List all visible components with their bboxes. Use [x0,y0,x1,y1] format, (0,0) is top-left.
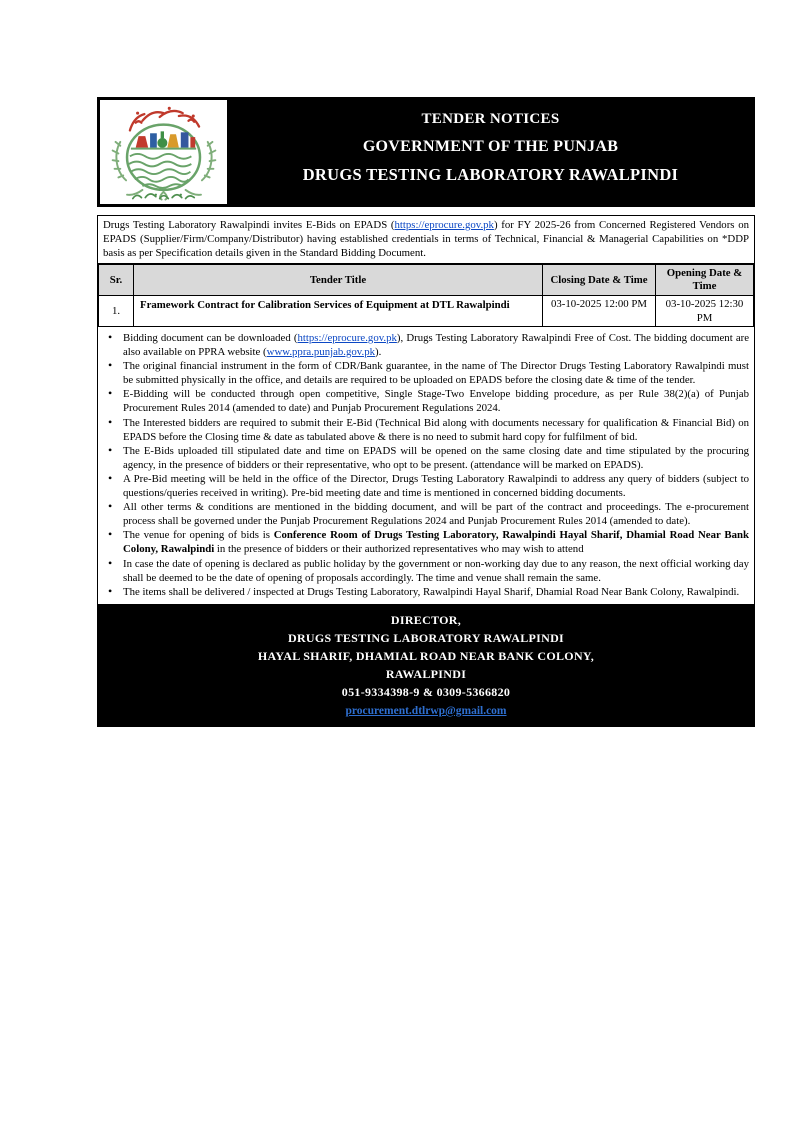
footer-address-line-2: RAWALPINDI [385,666,467,681]
header-title-laboratory: DRUGS TESTING LABORATORY RAWALPINDI [302,165,679,184]
text-run: ) for FY 2025-26 from Concerned Registered Vendors on EPADS (Supplier/Firm/Company/Distributor) having established credentials in terms of Technical, Financial & Managerial Capabilities on *DDP basis as per Specification details given in the Standard Bidding Document. [103,219,749,259]
punjab-dtl-logo [100,100,227,204]
bold-text: Conference Room of Drugs Testing Laboratory, Rawalpindi Hayal Sharif, Dhamial Road Near Bank Colony, Rawalpindi [123,529,749,556]
terms-bullet-item [100,500,751,528]
eprocure-link[interactable]: https://eprocure.gov.pk [394,219,494,231]
eprocure-link[interactable]: https://eprocure.gov.pk [297,332,397,344]
text-run: ), Drugs Testing Laboratory Rawalpindi Free of Cost. The bidding document are also available on PPRA website ( [123,332,749,359]
footer-address-line-1: HAYAL SHARIF, DHAMIAL ROAD NEAR BANK COLONY, [257,648,595,663]
text-run: ). [375,346,382,359]
terms-bullet-item [100,557,751,585]
tender-title-cell: Framework Contract for Calibration Services of Equipment at DTL Rawalpindi [134,296,543,327]
terms-bullet-list [100,331,751,599]
terms-bullet-item [100,359,751,387]
notice-header-banner [97,97,755,207]
text-run: A Pre-Bid meeting will be held in the office of the Director, Drugs Testing Laboratory Rawalpindi to address any query of bidders (subject to questions/queries received in writing). Pre-bid meeting date and time is mentioned in concerned bidding documents. [123,472,749,500]
text-run: in the presence of bidders or their authorized representatives who may wish to attend [214,543,584,556]
text-run: The Interested bidders are required to submit their E-Bid (Technical Bid along with documents necessary for qualification & Financial Bid) on EPADS before the Closing time & date as tabulated above & there is no need to submit hard copy for fulfilment of bid. [123,416,749,443]
footer-email-line [97,701,755,720]
header-gap [97,207,755,215]
tender-table-row [99,296,754,327]
text-run: Bidding document can be downloaded ( [123,332,298,344]
terms-bullet-item [100,387,751,415]
terms-and-conditions [98,327,754,604]
column-header-closing-date: Closing Date & Time [543,265,656,296]
column-header-tender-title: Tender Title [134,265,543,296]
footer-contact-block [97,605,755,727]
text-run: All other terms & conditions are mentioned in the bidding document, and will be part of the contract and proceedings. The e-procurement process shall be governed under the Punjab Procurement Regulations 2024 and Punjab Procurement Rules 2014 (amended to date). [123,501,749,528]
tender-closing-cell: 03-10-2025 12:00 PM [543,296,656,327]
footer-phone-numbers: 051-9334398-9 & 0309-5366820 [341,684,511,699]
tender-sr-cell: 1. [99,296,134,327]
ppra-link[interactable]: www.ppra.punjab.gov.pk [266,346,375,359]
footer-laboratory-line: DRUGS TESTING LABORATORY RAWALPINDI [287,630,565,645]
header-title-government: GOVERNMENT OF THE PUNJAB [362,138,619,155]
text-run: Drugs Testing Laboratory Rawalpindi invites E-Bids on EPADS ( [103,219,395,231]
intro-paragraph [98,216,754,264]
text-run: The venue for opening of bids is [123,529,274,542]
procurement-email-link[interactable]: procurement.dtlrwp@gmail.com [345,704,507,717]
terms-bullet-item [100,416,751,444]
text-run: The original financial instrument in the form of CDR/Bank guarantee, in the name of The Director Drugs Testing Laboratory Rawalpindi must be submitted physically in the office, and details are required to be uploaded on EPADS before the closing date & time of the tender. [123,360,749,387]
tender-table-header-row [99,265,754,296]
terms-bullet-item [100,331,751,359]
terms-bullet-item [100,585,751,599]
text-run: E-Bidding will be conducted through open competitive, Single Stage-Two Envelope bidding procedure, as per Rule 38(2)(a) of Punjab Procurement Rules 2014 (amended to date) and Punjab Procurement Regulations 2024. [123,388,749,415]
laboratory-emblem-icon [104,101,224,203]
text-run: In case the date of opening is declared as public holiday by the government or non-working day due to any reason, the next official working day shall be deemed to be the date of opening of proposals accordingly. The time and venue shall remain the same. [123,557,749,584]
header-titles [227,98,754,206]
column-header-sr: Sr. [99,265,134,296]
text-run: The items shall be delivered / inspected at Drugs Testing Laboratory, Rawalpindi Hayal Sharif, Dhamial Road Near Bank Colony, Rawalpindi. [123,585,740,598]
tender-table [98,264,754,327]
terms-bullet-item [100,444,751,472]
text-run: The E-Bids uploaded till stipulated date and time on EPADS will be opened on the same closing date and time stipulated by the procuring agency, in the presence of bidders or their representative, who opt to be present. (attendance will be marked on EPADS). [123,444,749,471]
footer-director-line: DIRECTOR, [390,612,462,627]
notice-body [97,215,755,605]
tender-opening-cell: 03-10-2025 12:30 PM [656,296,754,327]
terms-bullet-item [100,528,751,556]
column-header-opening-date: Opening Date & Time [656,265,754,296]
terms-bullet-item [100,472,751,500]
header-title-tender-notices: TENDER NOTICES [421,111,560,127]
tender-notice-document [97,97,755,727]
